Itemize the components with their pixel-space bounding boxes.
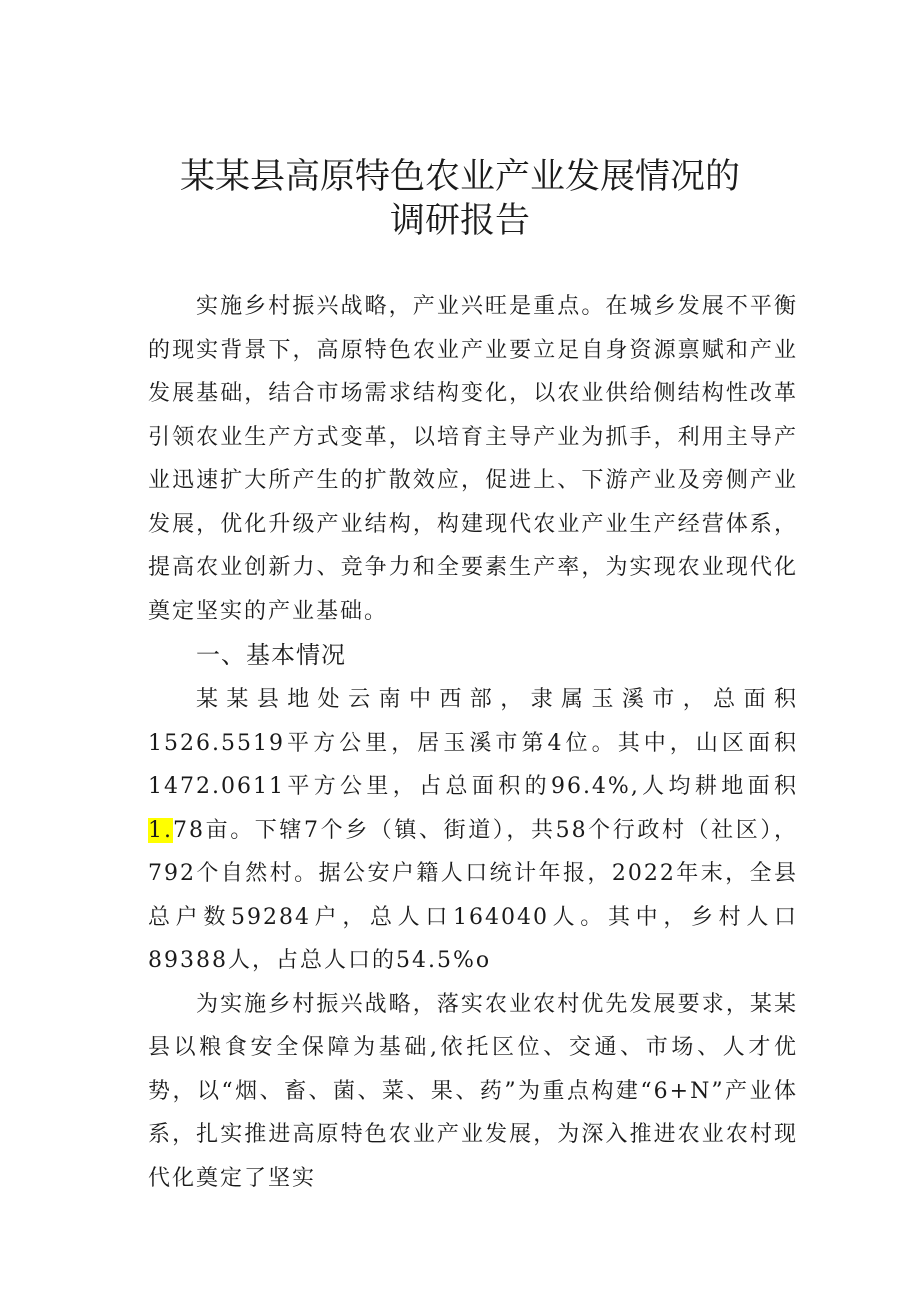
document-title-line-1: 某某县高原特色农业产业发展情况的	[179, 157, 740, 197]
strategy-paragraph: 为实施乡村振兴战略，落实农业农村优先发展要求，某某县以粮食安全保障为基础,依托区位、交通、市场、人才优势，以“烟、畜、菌、菜、果、药”为重点构建“6+N”产业体系，扎实推进高原特色农业产业发展，为深入推进农业农村现代化奠定了坚实	[148, 991, 798, 1191]
basic-info-text-after: 78亩。下辖7个乡（镇、街道），共58个行政村（社区），792个自然村。据公安户籍人口统计年报，2022年末，全县总户数59284户，总人口164040人。其中，乡村人口89388人，占总人口的54.5%o	[148, 817, 798, 973]
basic-info-text-before: 某某县地处云南中西部，隶属玉溪市，总面积1526.5519平方公里，居玉溪市第4位。其中，山区面积1472.0611平方公里，占总面积的96.4%,人均耕地面积	[148, 687, 798, 799]
section-heading-basic-situation: 一、基本情况	[196, 641, 346, 669]
intro-paragraph: 实施乡村振兴战略，产业兴旺是重点。在城乡发展不平衡的现实背景下，高原特色农业产业要立足自身资源禀赋和产业发展基础，结合市场需求结构变化，以农业供给侧结构性改革引领农业生产方式变革，以培育主导产业为抓手，利用主导产业迅速扩大所产生的扩散效应，促进上、下游产业及旁侧产业发展，优化升级产业结构，构建现代农业产业生产经营体系，提高农业创新力、竞争力和全要素生产率，为实现农业现代化奠定坚实的产业基础。	[148, 294, 798, 624]
basic-info-paragraph	[148, 678, 798, 983]
highlighted-text: 1.	[148, 817, 173, 843]
document-body	[148, 285, 798, 1200]
document-title-line-2: 调研报告	[389, 201, 530, 241]
